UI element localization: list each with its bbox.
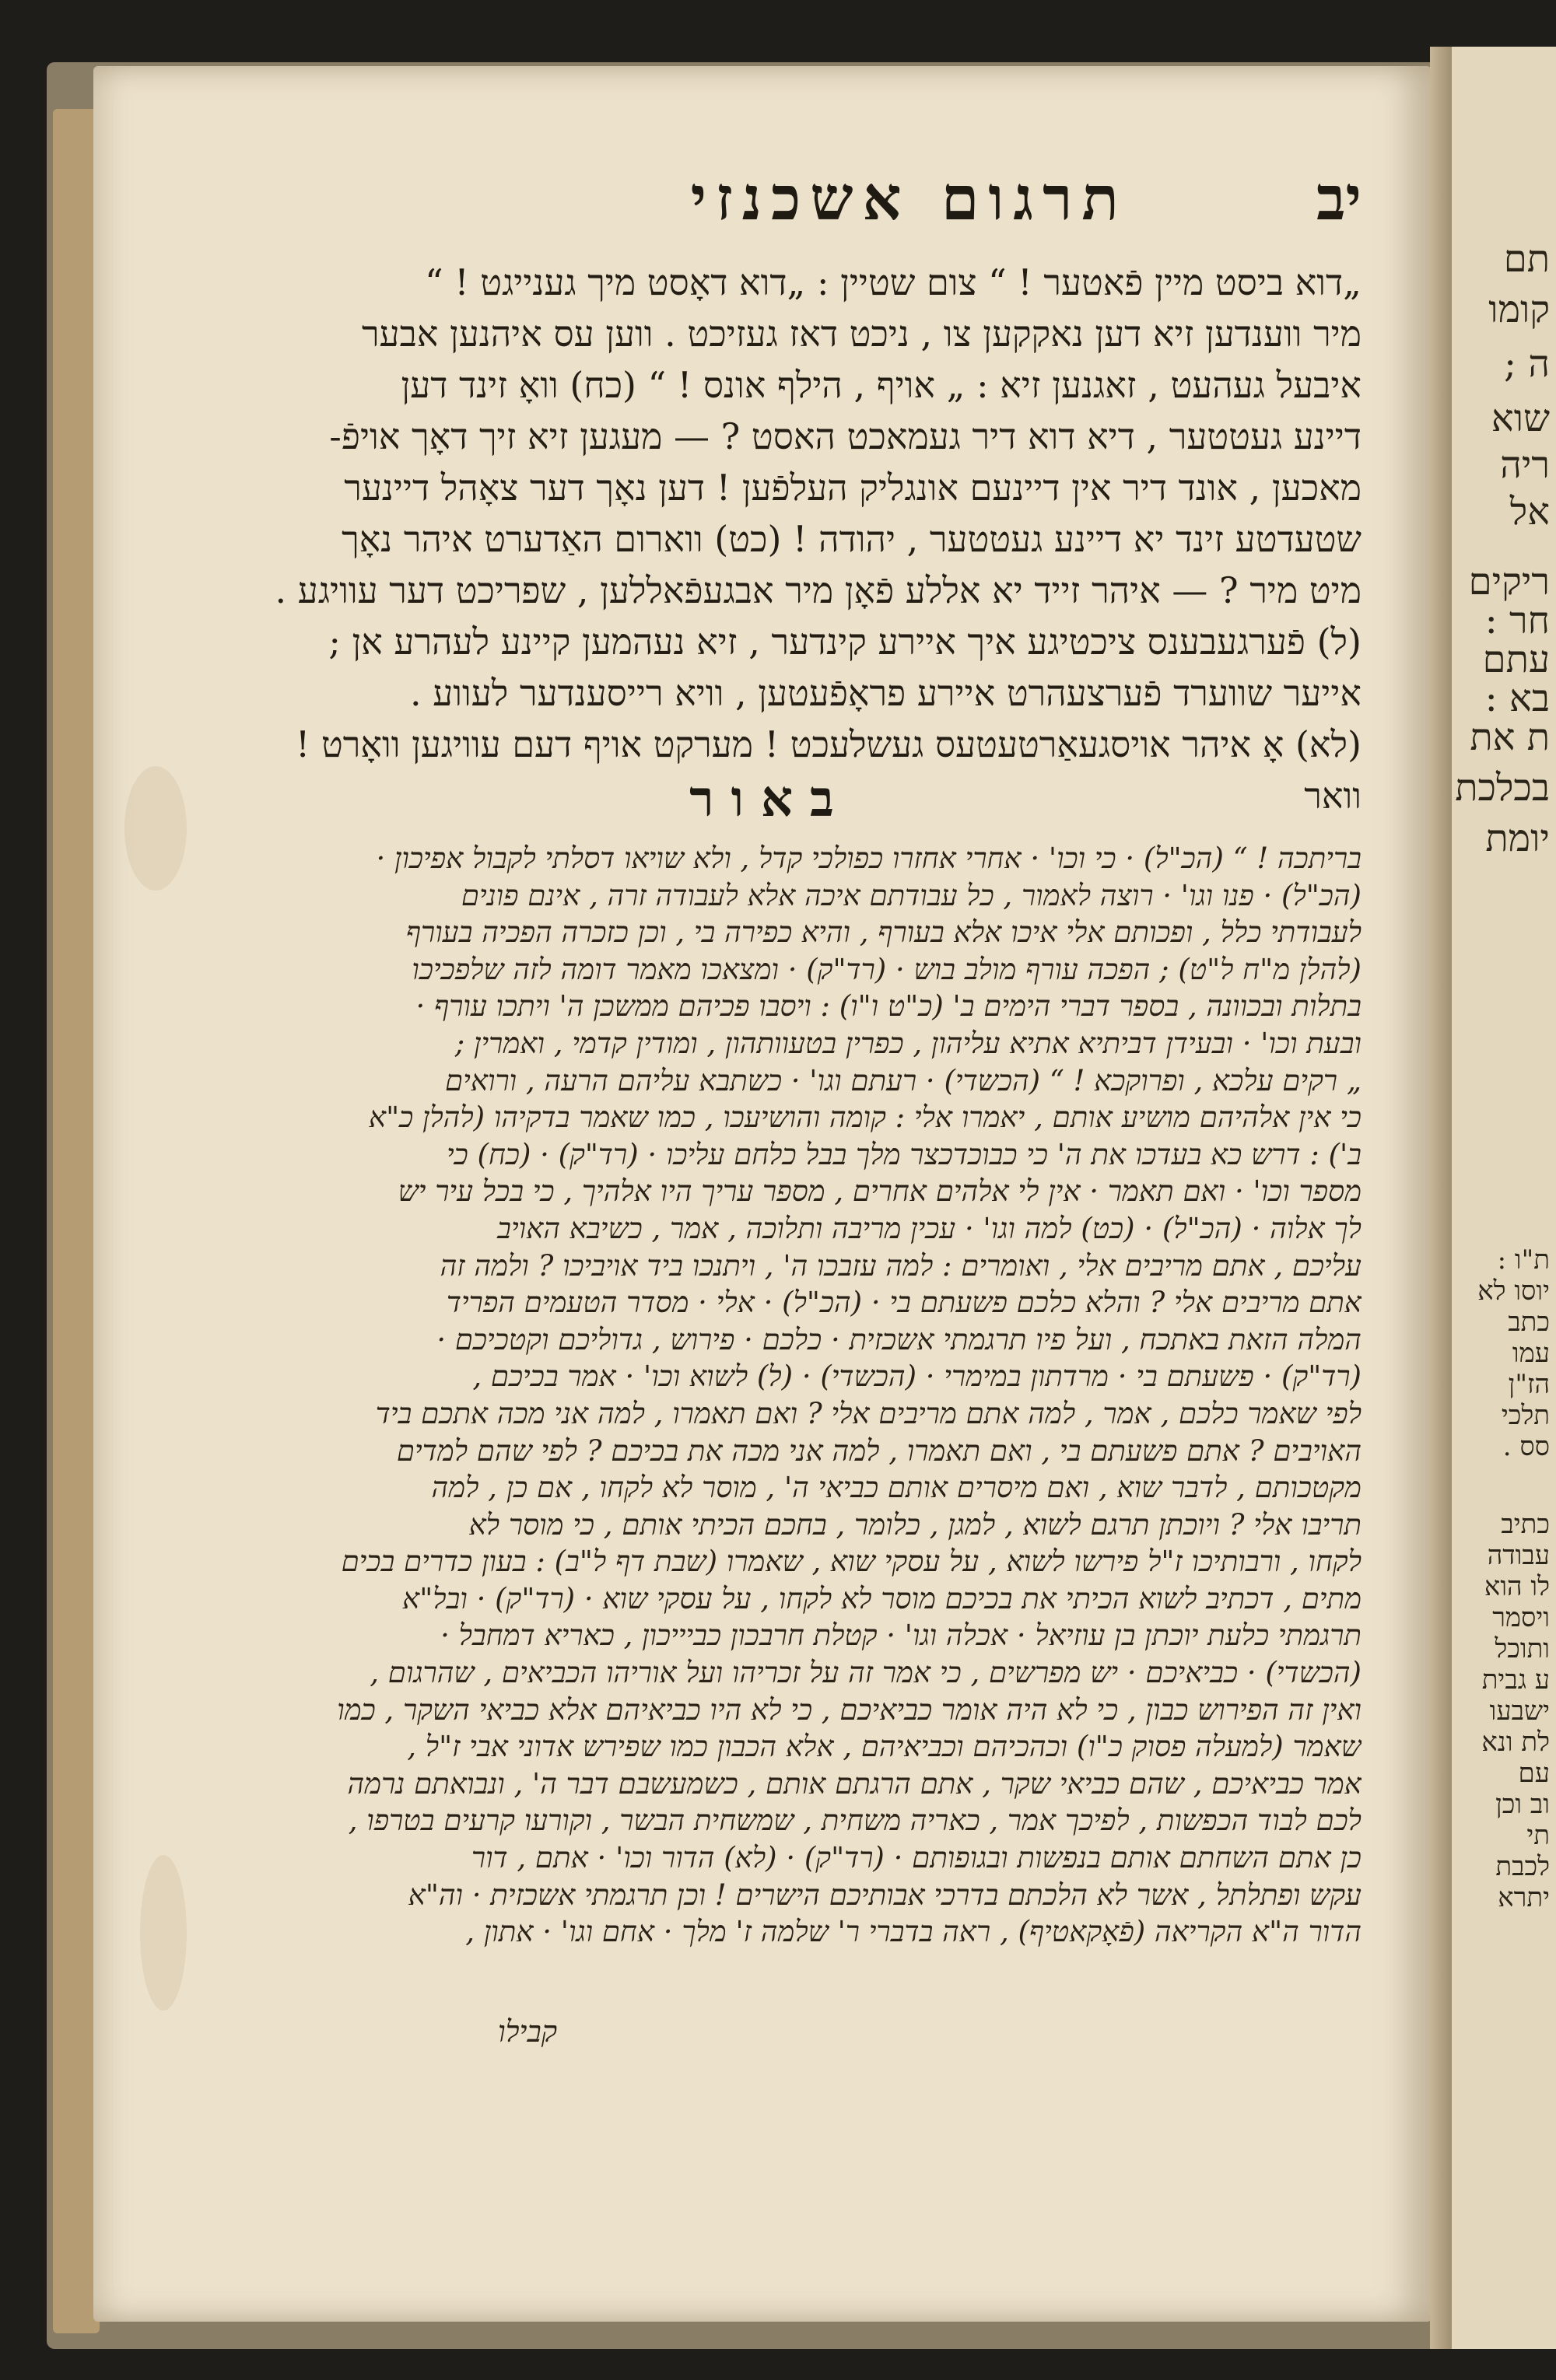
text-line: אייער שווערד פֿערצעהרט איירע פראָפֿעטען , וויא רייסענדער לעווע . xyxy=(409,672,1362,714)
commentary-line: לעבודתי כלל , ופכותם אלי איכו אלא בעורף , והיא כפירה בי , וכן כזכרה הפכיה בעורף xyxy=(405,915,1362,950)
commentary-line: בתלות ובכוונה , בספר דברי הימים ב' (כ"ט ו"ו) : ויסבו פכיהם ממשכן ה' ויתכו עורף · xyxy=(415,989,1362,1024)
commentary-line: לקחו , ורבותיכו ז"ל פירשו לשוא , על עסקי שוא , שאמרו (שבת דף ל"ב) : בעון כדרים בכים xyxy=(341,1545,1362,1579)
next-page-text: ישבעו xyxy=(1489,1696,1550,1727)
commentary-line: מתים , דכתיב לשוא הכיתי את בכיכם מוסר לא לקחו , על עסקי שוא · (רד"ק) · ובל"א xyxy=(401,1581,1362,1615)
commentary-line: ב') : דרש כא בעדכו את ה' כי כבוכדכצר מלך בבל כלחם עליכו · (רד"ק) · (כח) כי xyxy=(446,1137,1362,1171)
commentary-line: שאמר (למעלה פסוק כ"ו) וכהכיהם וכביאיהם , אלא הכבון כמו שפירש אדוני אבי ז"ל , xyxy=(407,1730,1362,1764)
page-stain xyxy=(124,766,187,891)
next-page-fragment xyxy=(1452,47,1556,2349)
next-page-text: ה ; xyxy=(1503,342,1550,386)
commentary-text xyxy=(179,840,1362,1951)
next-page-text: ת את xyxy=(1470,716,1550,759)
next-page-text: יוסו לא xyxy=(1477,1276,1550,1307)
catchword: קבילו xyxy=(498,2014,558,2049)
next-page-text: יתרא xyxy=(1498,1882,1550,1913)
commentary-line: תרגמתי כלעת יוכתן בן עוזיאל · אכלה וגו' · קטלת חרבכון כביייכון , כאריא דמחבל · xyxy=(440,1619,1362,1653)
page-edges xyxy=(53,109,100,2333)
commentary-line: אמר כביאיכם , שהם כביאי שקר , אתם הרגתם אותם , כשמעשבם דבר ה' , ונבואתם נרמה xyxy=(347,1766,1362,1801)
commentary-line: מספר וכו' · ואם תאמר · אין לי אלהים אחרים , מספר עריך היו אלהיך , כי בכל עיר יש xyxy=(398,1174,1362,1209)
translation-text xyxy=(179,257,1362,821)
text-line: (ל) פֿערגעבענס ציכטיגע איך איירע קינדער , זיא נעהמען קיינע לעהרע אן ; xyxy=(328,621,1362,663)
commentary-line: הדור ה"א הקריאה (פֿאָקאטיף) , ראה בדברי ר' שלמה ז' מלך · אחם וגו' · אתון , xyxy=(465,1915,1362,1949)
text-line: „דוא ביסט מיין פֿאטער ! “ צום שטיין : „דוא דאָסט מיך גענייגט ! “ xyxy=(425,261,1362,303)
next-page-text: הז"ן xyxy=(1508,1369,1550,1400)
next-page-text: עתם xyxy=(1482,638,1550,681)
book-gutter xyxy=(1430,47,1453,2349)
next-page-text: וב וכן xyxy=(1495,1789,1550,1820)
text-line: (לא) אָ איהר אויסגעאַרטעטעס געשלעכט ! מערקט אויף דעם עוויגען וואָרט ! xyxy=(295,723,1362,765)
next-page-text: ויסמר xyxy=(1492,1602,1550,1633)
commentary-line: ואין זה הפירוש כבון , כי לא היה אומר כביאיכם , כי לא היו כביאיהם אלא כביאי השקר , כמו xyxy=(337,1692,1362,1727)
text-line: איבעל געהעט , זאגנען זיא : „ אויף , הילף אונס ! “ (כח) וואָ זינד דען xyxy=(401,364,1362,406)
commentary-line: לכם לבוד הכפשות , לפיכך אמר , כאריה משחית , שמשחית הבשר , וקורעו קרעים בטרפו , xyxy=(348,1804,1362,1838)
text-line: וואר xyxy=(1304,775,1362,817)
commentary-line: עקש ופתלתל , אשר לא הלכתם בדרכי אבותיכם הישרים ! וכן תרגמתי אשכזית · וה"א xyxy=(408,1878,1362,1912)
commentary-line: (הכשדי) · כביאיכם · יש מפרשים , כי אמר זה על זכריהו ועל אוריהו הכביאים , שהרגום , xyxy=(370,1656,1362,1690)
next-page-text: ריה xyxy=(1500,443,1550,487)
next-page-text: לכבת xyxy=(1495,1851,1550,1882)
next-page-text: ת"ו : xyxy=(1497,1244,1550,1276)
next-page-text: קומו xyxy=(1488,288,1550,331)
next-page-text: עם xyxy=(1518,1758,1550,1789)
next-page-text: ריקים xyxy=(1468,560,1550,604)
text-line: מיר ווענדען זיא דען נאקקען צו , ניכט דאז געזיכט . ווען עס איהנען אבער xyxy=(361,313,1362,355)
commentary-line: ובעת וכו' · ובעידן דביתיא אתיא עליהון , כפרין בטעוותהון , ומודין קדמי , ואמרין ; xyxy=(454,1026,1362,1060)
text-line: מיט מיר ? — איהר זייד יא אללע פֿאָן מיר אבגעפֿאללען , שפריכט דער עוויגע . xyxy=(275,569,1362,611)
next-page-text: תי xyxy=(1526,1820,1550,1851)
next-page-text: כתיב xyxy=(1501,1509,1550,1540)
next-page-text: ע גבית xyxy=(1481,1664,1550,1696)
running-title: תרגום אשכנזי xyxy=(690,163,1128,234)
text-line: דיינע געטטער , דיא דוא דיר געמאכט האסט ? — מעגען זיא זיך דאָך אויפֿ- xyxy=(329,415,1362,457)
commentary-line: האויבים ? אתם פשעתם בי , ואם תאמרו , למה אני מכה את בכיכם ? לפי שהם למדים xyxy=(396,1433,1362,1468)
commentary-line: (הכ"ל) · פנו וגו' · רוצה לאמור , כל עבודתם איכה אלא לעבודה זרה , אינם פונים xyxy=(461,878,1362,912)
commentary-line: תריבו אלי ? ויוכתן תרגם לשוא , למגן , כלומר , בחכם הכיתי אותם , כי מוסר לא xyxy=(468,1507,1362,1542)
commentary-line: מקטכותם , לדבר שוא , ואם מיסרים אותם כביאי ה' , מוסר לא לקחו , אם כן , למה xyxy=(431,1471,1362,1505)
commentary-line: (להלן מ"ח ל"ט) ; הפכה עורף מולב בוש · (רד"ק) · ומצאכו מאמר דומה לזה שלפכיכו xyxy=(412,952,1362,986)
text-line: מאכען , אונד דיר אין דיינעם אונגליק העלפֿען ! דען נאָך דער צאָהל דיינער xyxy=(344,467,1362,509)
commentary-line: עליכם , אתם מריבים אלי , ואומרים : למה עזבכו ה' , ויתנכו ביד אויביכו ? ולמה זה xyxy=(440,1248,1362,1283)
next-page-text: בא : xyxy=(1484,677,1550,720)
commentary-line: המלה הזאת באתכח , ועל פיו תרגמתי אשכזית · כלכם · פירוש , גדוליכם וקטכיכם · xyxy=(436,1322,1362,1356)
commentary-line: כן אתם השחתם אותם בנפשות ובגופותם · (רד"ק) · (לא) הדור וכו' · אתם , דור xyxy=(471,1841,1362,1875)
next-page-text: לת ונא xyxy=(1481,1727,1550,1758)
commentary-heading: באור xyxy=(689,770,851,828)
next-page-text: כתב xyxy=(1508,1307,1550,1338)
next-page-text: יומת xyxy=(1485,817,1550,860)
next-page-text: לו הוא xyxy=(1484,1571,1550,1602)
commentary-line: אתם מריבים אלי ? והלא כלכם פשעתם בי · (הכ"ל) · אלי · מסדר הטעמים הפריד xyxy=(446,1286,1362,1320)
next-page-text: תלכי xyxy=(1501,1400,1550,1431)
page-number: יב xyxy=(1316,163,1362,234)
page-header xyxy=(179,163,1362,249)
commentary-line: לפי שאמר כלכם , אמר , למה אתם מריבים אלי ? ואם תאמרו , למה אני מכה אתכם ביד xyxy=(375,1396,1362,1430)
next-page-text: אל xyxy=(1509,490,1550,534)
commentary-line: בריתכה ! “ (הכ"ל) · כי וכו' · אחרי אחזרו כפולכי קדל , ולא שויאו דסלתי לקבול אפיכון · xyxy=(376,842,1362,875)
next-page-text: שוא xyxy=(1491,397,1550,440)
commentary-line: כי אין אלהיהם מושיע אותם , יאמרו אלי : קומה והושיעכו , כמו שאמר בדקיהו (להלן כ"א xyxy=(368,1101,1362,1135)
next-page-text: תם xyxy=(1503,237,1550,281)
commentary-line: לך אלוה · (הכ"ל) · (כט) למה וגו' · עכין מריבה ותלוכה , אמר , כשיבא האויב xyxy=(497,1211,1362,1245)
next-page-text: סס . xyxy=(1502,1431,1550,1462)
next-page-text: עבודה xyxy=(1487,1540,1550,1571)
next-page-text: עמו xyxy=(1512,1338,1550,1369)
next-page-text: בכלכת xyxy=(1455,766,1550,810)
next-page-text: ותוכל xyxy=(1495,1633,1550,1664)
commentary-line: „ רקים עלכא , ופרוקכא ! “ (הכשדי) · רעתם וגו' · כשתבא עליהם הרעה , ורואים xyxy=(445,1063,1362,1097)
next-page-text: חר : xyxy=(1484,599,1550,642)
commentary-line: (רד"ק) · פשעתם בי · מרדתון במימרי · (הכשדי) · (ל) לשוא וכו' · אמר בכיכם , xyxy=(472,1360,1362,1394)
text-line: שטעדטע זינד יא דיינע געטטער , יהודה ! (כט) ווארום האַדערט איהר נאָך xyxy=(342,518,1362,560)
